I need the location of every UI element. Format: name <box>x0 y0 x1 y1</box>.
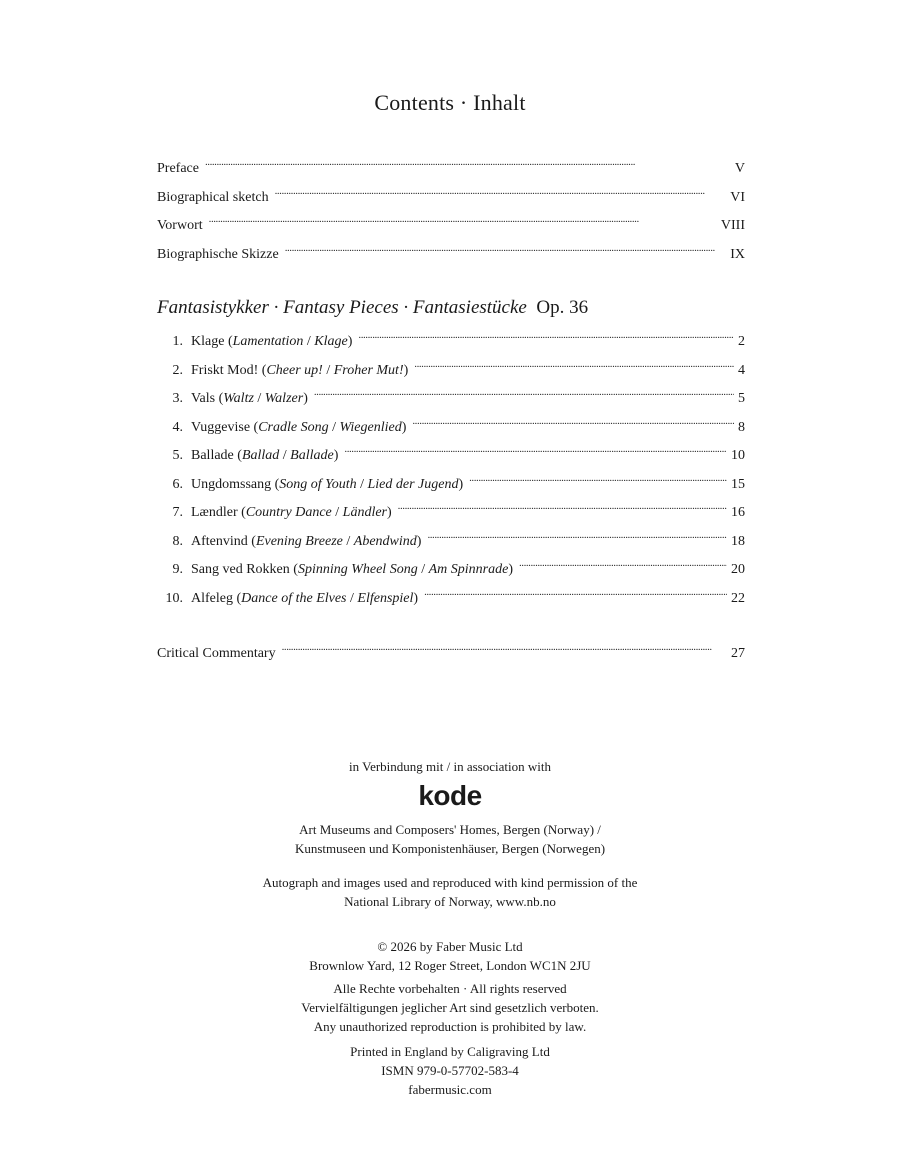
piece-number: 10. <box>165 590 183 606</box>
piece-label: Aftenvind (Evening Breeze / Abendwind) <box>191 533 422 549</box>
toc-page: VI <box>730 189 745 205</box>
piece-number: 3. <box>172 391 183 406</box>
piece-label: Ballade (Ballad / Ballade) <box>191 448 339 463</box>
museum-de: Kunstmuseen und Komponistenhäuser, Bergen (Norwegen) <box>294 841 606 856</box>
piece-label: Klage (Lamentation / Klage) <box>191 334 353 349</box>
front-matter-toc <box>157 158 745 272</box>
leader-dots <box>414 360 734 374</box>
leader-dots <box>314 388 734 402</box>
piece-title: Ungdomssang <box>191 476 272 492</box>
piece-title-de: Walzer <box>264 391 304 406</box>
leader-dots <box>275 187 727 201</box>
piece-number: 5. <box>172 448 183 463</box>
piece-number: 7. <box>172 505 183 520</box>
toc-label: Critical Commentary <box>157 646 276 661</box>
leader-dots <box>427 531 727 545</box>
piece-title: Klage <box>191 334 225 349</box>
toc-entry-piece[interactable] <box>157 331 745 360</box>
kode-logo: kode <box>418 780 482 811</box>
museum-en: Art Museums and Composers' Homes, Bergen (Norway) / <box>299 822 601 837</box>
pieces-toc <box>157 331 745 616</box>
piece-page: 16 <box>731 505 745 520</box>
piece-title-de: Wiegenlied <box>339 419 402 435</box>
piece-title-en: Evening Breeze <box>255 533 343 549</box>
page-title: Contents · Inhalt <box>374 90 526 115</box>
piece-number: 8. <box>172 533 183 549</box>
toc-entry-piece[interactable] <box>157 360 745 389</box>
piece-page: 22 <box>731 590 745 606</box>
permission-line-2: National Library of Norway, www.nb.no <box>344 894 556 909</box>
piece-label: Vals (Waltz / Walzer) <box>191 391 308 406</box>
museum-block <box>0 820 900 858</box>
piece-page: 15 <box>731 476 745 492</box>
piece-title-en: Ballad <box>241 448 280 463</box>
toc-entry-piece[interactable] <box>157 559 745 588</box>
leader-dots <box>358 331 734 345</box>
leader-dots <box>424 588 727 602</box>
piece-page: 2 <box>738 334 745 349</box>
piece-title-de: Abendwind <box>353 533 417 549</box>
piece-page: 5 <box>738 391 745 406</box>
piece-label: Lændler (Country Dance / Ländler) <box>191 505 392 520</box>
piece-title-de: Froher Mut! <box>333 362 404 378</box>
piece-title: Lændler <box>191 505 238 520</box>
rights-line-2: Vervielfältigungen jeglicher Art sind gesetzlich verboten. <box>301 1000 599 1015</box>
piece-title: Ballade <box>191 448 234 463</box>
toc-entry-vorwort[interactable] <box>157 215 745 244</box>
piece-title: Vals <box>191 391 216 406</box>
address: Brownlow Yard, 12 Roger Street, London WC1N 2JU <box>309 958 591 973</box>
piece-title-de: Ländler <box>342 505 387 520</box>
piece-label: Alfeleg (Dance of the Elves / Elfenspiel) <box>191 590 419 606</box>
piece-title: Friskt Mod! <box>191 362 259 378</box>
section-opus: Op. 36 <box>536 297 589 318</box>
leader-dots <box>285 244 727 258</box>
toc-page: IX <box>730 246 745 262</box>
piece-title: Sang ved Rokken <box>191 562 290 577</box>
leader-dots <box>282 643 727 657</box>
piece-title-de: Klage <box>314 334 348 349</box>
rights-line-1: Alle Rechte vorbehalten · All rights reserved <box>333 981 567 996</box>
toc-entry-biographical-sketch[interactable] <box>157 187 745 216</box>
piece-title-de: Lied der Jugend <box>367 476 459 492</box>
section-heading <box>157 297 588 319</box>
piece-title: Aftenvind <box>191 533 248 549</box>
copyright-block <box>0 937 900 1099</box>
toc-label: Biographische Skizze <box>157 246 279 262</box>
piece-page: 4 <box>738 362 745 378</box>
piece-number: 6. <box>172 476 183 492</box>
piece-title-de: Elfenspiel <box>357 590 414 606</box>
toc-page: V <box>734 161 745 176</box>
piece-page: 20 <box>731 562 745 577</box>
toc-label: Preface <box>157 161 199 176</box>
leader-dots <box>209 215 717 229</box>
leader-dots <box>205 158 731 172</box>
website: fabermusic.com <box>408 1082 492 1097</box>
toc-entry-biographische-skizze[interactable] <box>157 244 745 273</box>
toc-entry-piece[interactable] <box>157 474 745 503</box>
piece-title-en: Waltz <box>223 391 254 406</box>
toc-entry-piece[interactable] <box>157 417 745 446</box>
permission-block <box>0 873 900 911</box>
piece-label: Sang ved Rokken (Spinning Wheel Song / Am Spinnrade) <box>191 562 513 577</box>
toc-entry-preface[interactable] <box>157 158 745 187</box>
piece-title-en: Lamentation <box>232 334 304 349</box>
copyright: © 2026 by Faber Music Ltd <box>377 939 523 954</box>
back-matter-toc <box>157 643 745 672</box>
leader-dots <box>469 474 727 488</box>
toc-page: VIII <box>720 218 745 233</box>
toc-entry-piece[interactable] <box>157 388 745 417</box>
piece-number: 9. <box>172 562 183 577</box>
toc-entry-piece[interactable] <box>157 588 745 617</box>
printed-by: Printed in England by Caligraving Ltd <box>350 1044 550 1059</box>
toc-entry-piece[interactable] <box>157 502 745 531</box>
piece-title: Vuggevise <box>191 419 251 435</box>
piece-page: 18 <box>731 533 745 549</box>
piece-title-de: Am Spinnrade <box>428 562 509 577</box>
association-text: in Verbindung mit / in association with <box>349 759 551 774</box>
leader-dots <box>412 417 734 431</box>
toc-label: Vorwort <box>157 218 203 233</box>
leader-dots <box>519 559 727 573</box>
piece-title-de: Ballade <box>290 448 334 463</box>
piece-title-en: Spinning Wheel Song <box>297 562 418 577</box>
toc-label: Biographical sketch <box>157 189 269 205</box>
piece-title-en: Cradle Song <box>258 419 329 435</box>
piece-number: 4. <box>172 419 183 435</box>
piece-title-en: Dance of the Elves <box>241 590 347 606</box>
piece-label: Friskt Mod! (Cheer up! / Froher Mut!) <box>191 362 409 378</box>
toc-page: 27 <box>731 646 745 661</box>
permission-line-1: Autograph and images used and reproduced with kind permission of the <box>262 875 638 890</box>
section-title: Fantasistykker · Fantasy Pieces · Fantasiestücke <box>157 297 527 318</box>
ismn: ISMN 979-0-57702-583-4 <box>381 1063 519 1078</box>
leader-dots <box>344 445 727 459</box>
leader-dots <box>398 502 727 516</box>
piece-page: 10 <box>731 448 745 463</box>
piece-number: 1. <box>172 334 183 349</box>
piece-title: Alfeleg <box>191 590 233 606</box>
toc-entry-piece[interactable] <box>157 445 745 474</box>
piece-title-en: Cheer up! <box>266 362 323 378</box>
toc-entry-critical-commentary[interactable] <box>157 643 745 672</box>
rights-line-3: Any unauthorized reproduction is prohibited by law. <box>313 1019 587 1034</box>
piece-label: Vuggevise (Cradle Song / Wiegenlied) <box>191 419 407 435</box>
piece-number: 2. <box>172 362 183 378</box>
piece-page: 8 <box>738 419 745 435</box>
piece-title-en: Country Dance <box>245 505 332 520</box>
piece-label: Ungdomssang (Song of Youth / Lied der Jugend) <box>191 476 464 492</box>
toc-entry-piece[interactable] <box>157 531 745 560</box>
piece-title-en: Song of Youth <box>279 476 357 492</box>
